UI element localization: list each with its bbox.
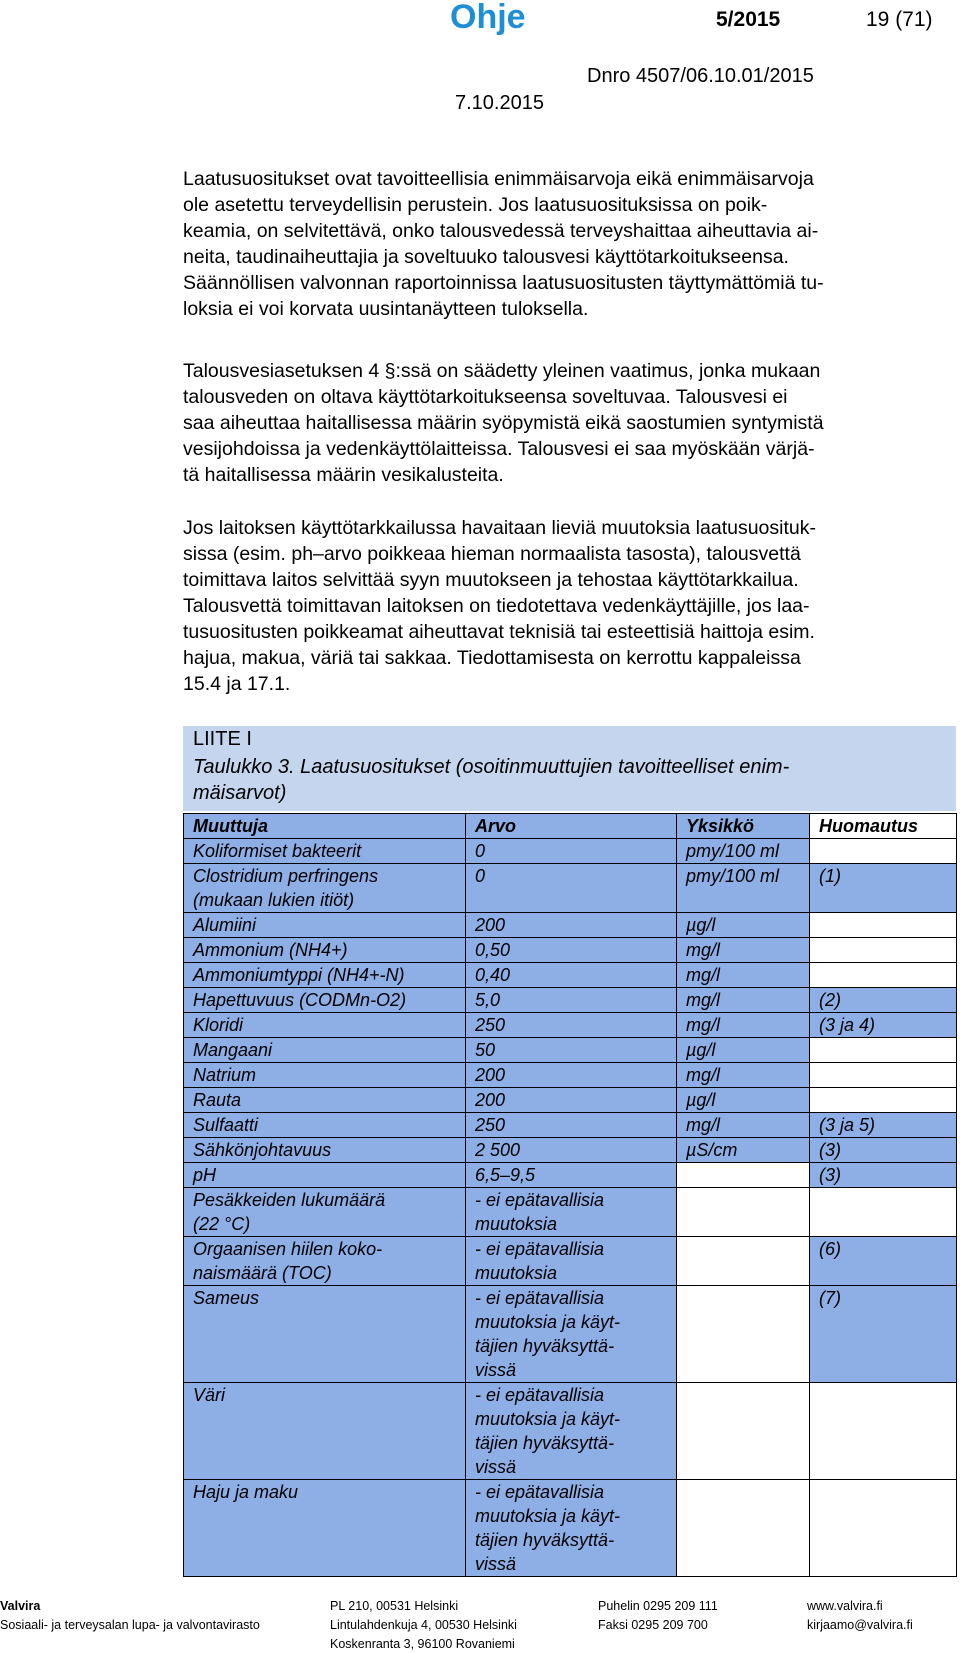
cell-unit: [677, 1038, 810, 1063]
cell-text: (1): [819, 866, 841, 886]
cell-text: - ei epätavallisia: [475, 1482, 605, 1502]
cell-text: Alumiini: [193, 915, 257, 935]
paragraph-line: vesijohdoissa ja vedenkäyttölaitteissa. Talousvesi ei saa myöskään värjä-: [183, 438, 815, 460]
cell-remark: [810, 839, 957, 864]
cell-variable: [184, 1113, 466, 1138]
cell-text: (mukaan lukien itiöt): [193, 890, 355, 910]
cell-text: vissä: [475, 1457, 517, 1477]
cell-remark: [810, 1163, 957, 1188]
cell-value: [466, 1163, 677, 1188]
table-row: [184, 1138, 957, 1163]
cell-text: 0,50: [475, 940, 511, 960]
cell-value: [466, 1038, 677, 1063]
cell-variable: [184, 1013, 466, 1038]
cell-text: Orgaanisen hiilen koko-: [193, 1239, 383, 1259]
cell-variable: [184, 938, 466, 963]
cell-text: mg/l: [686, 1015, 721, 1035]
cell-text: - ei epätavallisia: [475, 1385, 605, 1405]
cell-value: [466, 963, 677, 988]
cell-text: 0: [475, 841, 486, 861]
cell-text: Väri: [193, 1385, 226, 1405]
table-row: [184, 988, 957, 1013]
cell-value: [466, 1013, 677, 1038]
paragraph-line: neita, taudinaiheuttajia ja soveltuuko talousvesi käyttötarkoitukseensa.: [183, 246, 789, 268]
cell-text: mg/l: [686, 940, 721, 960]
cell-value: [466, 1063, 677, 1088]
cell-unit: [677, 988, 810, 1013]
cell-text: µg/l: [686, 915, 716, 935]
cell-unit: [677, 1113, 810, 1138]
cell-variable: [184, 1038, 466, 1063]
table-row: [184, 913, 957, 938]
cell-value: [466, 1088, 677, 1113]
cell-value: [466, 1383, 677, 1480]
cell-text: 0,40: [475, 965, 511, 985]
paragraph-line: tä haitallisessa määrin vesikalusteita.: [183, 464, 504, 486]
paragraph-line: talousveden on oltava käyttötarkoitukseensa soveltuvaa. Talousvesi ei: [183, 386, 788, 408]
cell-remark: [810, 1013, 957, 1038]
cell-remark: [810, 1383, 957, 1480]
cell-text: mg/l: [686, 965, 721, 985]
cell-text: muutoksia ja käyt-: [475, 1409, 621, 1429]
cell-remark: [810, 1138, 957, 1163]
cell-text: µS/cm: [686, 1140, 738, 1160]
document-date: 7.10.2015: [455, 92, 544, 114]
caption-line: Taulukko 3. Laatusuositukset (osoitinmuuttujien tavoitteelliset enim-: [193, 756, 790, 778]
cell-text: mg/l: [686, 1065, 721, 1085]
paragraph-line: Talousvettä toimittavan laitoksen on tiedotettava vedenkäyttäjille, jos laa-: [183, 595, 810, 617]
footer-address-line: PL 210, 00531 Helsinki: [330, 1599, 459, 1613]
cell-text: 200: [475, 915, 506, 935]
cell-unit: [677, 1188, 810, 1237]
cell-remark: [810, 1286, 957, 1383]
footer-web-contact: [807, 1597, 913, 1635]
cell-text: vissä: [475, 1360, 517, 1380]
cell-text: Natrium: [193, 1065, 257, 1085]
cell-text: (7): [819, 1288, 841, 1308]
table-row: [184, 1480, 957, 1577]
cell-unit: [677, 1383, 810, 1480]
cell-remark: [810, 988, 957, 1013]
cell-value: [466, 1480, 677, 1577]
cell-value: [466, 938, 677, 963]
cell-text: täjien hyväksyttä-: [475, 1530, 615, 1550]
cell-text: muutoksia: [475, 1214, 558, 1234]
cell-remark: [810, 1113, 957, 1138]
cell-unit: [677, 938, 810, 963]
cell-value: [466, 1138, 677, 1163]
footer-fax: Faksi 0295 209 700: [598, 1618, 708, 1632]
cell-unit: [677, 1088, 810, 1113]
cell-variable: [184, 1286, 466, 1383]
cell-text: Sameus: [193, 1288, 260, 1308]
cell-value: [466, 1188, 677, 1237]
paragraph-line: loksia ei voi korvata uusintanäytteen tuloksella.: [183, 298, 589, 320]
cell-unit: [677, 864, 810, 913]
table-header-row: [184, 814, 957, 839]
paragraph-line: Talousvesiasetuksen 4 §:ssä on säädetty yleinen vaatimus, jonka mukaan: [183, 360, 821, 382]
paragraph-line: Jos laitoksen käyttötarkkailussa havaitaan lieviä muutoksia laatusuosituk-: [183, 517, 816, 539]
cell-remark: [810, 864, 957, 913]
cell-remark: [810, 1237, 957, 1286]
paragraph-line: 15.4 ja 17.1.: [183, 673, 291, 695]
table-row: [184, 864, 957, 913]
footer-email-link[interactable]: kirjaamo@valvira.fi: [807, 1618, 913, 1632]
footer-website-link[interactable]: www.valvira.fi: [807, 1599, 883, 1613]
table-row: [184, 1013, 957, 1038]
cell-text: (3): [819, 1140, 841, 1160]
cell-text: Koliformiset bakteerit: [193, 841, 362, 861]
footer-phone-fax: [598, 1597, 718, 1635]
cell-text: µg/l: [686, 1090, 716, 1110]
footer-phone: Puhelin 0295 209 111: [598, 1599, 718, 1613]
cell-text: täjien hyväksyttä-: [475, 1433, 615, 1453]
paragraph-line: toimittava laitos selvittää syyn muutokseen ja tehostaa käyttötarkkailua.: [183, 569, 799, 591]
column-header-unit: Yksikkö: [677, 814, 810, 839]
cell-text: (3 ja 5): [819, 1115, 876, 1135]
cell-value: [466, 839, 677, 864]
cell-text: (22 °C): [193, 1214, 251, 1234]
cell-text: µg/l: [686, 1040, 716, 1060]
cell-text: mg/l: [686, 990, 721, 1010]
cell-text: Clostridium perfringens: [193, 866, 379, 886]
paragraph-line: Laatusuositukset ovat tavoitteellisia enimmäisarvoja eikä enimmäisarvoja: [183, 168, 814, 190]
paragraph-line: Säännöllisen valvonnan raportoinnissa laatusuositusten täyttymättömiä tu-: [183, 272, 824, 294]
table-row: [184, 1237, 957, 1286]
cell-value: [466, 1286, 677, 1383]
cell-unit: [677, 1286, 810, 1383]
cell-text: Haju ja maku: [193, 1482, 299, 1502]
cell-text: - ei epätavallisia: [475, 1239, 605, 1259]
cell-text: (3): [819, 1165, 841, 1185]
footer-org-name: Valvira: [0, 1599, 41, 1613]
issue-number: 5/2015: [716, 8, 781, 31]
cell-remark: [810, 1063, 957, 1088]
cell-remark: [810, 913, 957, 938]
cell-remark: [810, 1038, 957, 1063]
cell-value: [466, 1113, 677, 1138]
table-row: [184, 963, 957, 988]
paragraph-1: [183, 166, 943, 322]
cell-variable: [184, 864, 466, 913]
cell-text: 50: [475, 1040, 496, 1060]
table-row: [184, 1188, 957, 1237]
cell-variable: [184, 1188, 466, 1237]
cell-text: 6,5–9,5: [475, 1165, 536, 1185]
cell-variable: [184, 1088, 466, 1113]
cell-remark: [810, 1088, 957, 1113]
table-row: [184, 1063, 957, 1088]
paragraph-2: [183, 358, 943, 488]
cell-text: 250: [475, 1015, 506, 1035]
cell-unit: [677, 963, 810, 988]
cell-variable: [184, 963, 466, 988]
paragraph-line: keamia, on selvitettävä, onko talousvedessä terveyshaittaa aiheuttavia ai-: [183, 220, 819, 242]
cell-text: Sulfaatti: [193, 1115, 259, 1135]
cell-remark: [810, 1480, 957, 1577]
cell-unit: [677, 1480, 810, 1577]
cell-text: naismäärä (TOC): [193, 1263, 332, 1283]
record-number: Dnro 4507/06.10.01/2015: [587, 65, 814, 87]
cell-unit: [677, 1237, 810, 1286]
cell-unit: [677, 913, 810, 938]
table-row: [184, 1286, 957, 1383]
cell-variable: [184, 1163, 466, 1188]
cell-unit: [677, 1063, 810, 1088]
cell-text: Kloridi: [193, 1015, 244, 1035]
table-row: [184, 1038, 957, 1063]
cell-text: Rauta: [193, 1090, 242, 1110]
table-row: [184, 1383, 957, 1480]
cell-variable: [184, 1237, 466, 1286]
document-type-title: Ohje: [450, 0, 526, 36]
cell-unit: [677, 1163, 810, 1188]
footer-organization: [0, 1597, 260, 1635]
page-number: 19 (71): [866, 8, 933, 31]
cell-text: 200: [475, 1090, 506, 1110]
cell-variable: [184, 1063, 466, 1088]
cell-unit: [677, 1013, 810, 1038]
cell-text: 250: [475, 1115, 506, 1135]
cell-value: [466, 988, 677, 1013]
quality-recommendations-table: [183, 813, 957, 1577]
table-row: [184, 1113, 957, 1138]
cell-text: (6): [819, 1239, 841, 1259]
cell-text: muutoksia ja käyt-: [475, 1506, 621, 1526]
cell-unit: [677, 1138, 810, 1163]
paragraph-line: sissa (esim. ph–arvo poikkeaa hieman normaalista tasosta), talousvettä: [183, 543, 801, 565]
paragraph-line: ole asetettu terveydellisin perustein. Jos laatusuosituksissa on poik-: [183, 194, 768, 216]
cell-text: Ammonium (NH4+): [193, 940, 348, 960]
cell-variable: [184, 988, 466, 1013]
cell-remark: [810, 938, 957, 963]
paragraph-line: saa aiheuttaa haitallisessa määrin syöpymistä eikä saostumien syntymistä: [183, 412, 824, 434]
column-header-remark: Huomautus: [810, 814, 957, 839]
footer-address-line: Koskenranta 3, 96100 Rovaniemi: [330, 1637, 515, 1651]
cell-text: vissä: [475, 1554, 517, 1574]
cell-variable: [184, 1138, 466, 1163]
cell-text: pH: [193, 1165, 217, 1185]
cell-text: muutoksia ja käyt-: [475, 1312, 621, 1332]
cell-remark: [810, 963, 957, 988]
cell-text: 0: [475, 866, 486, 886]
paragraph-line: hajua, makua, väriä tai sakkaa. Tiedottamisesta on kerrottu kappaleissa: [183, 647, 801, 669]
cell-text: Mangaani: [193, 1040, 273, 1060]
cell-text: täjien hyväksyttä-: [475, 1336, 615, 1356]
cell-value: [466, 1237, 677, 1286]
cell-variable: [184, 913, 466, 938]
paragraph-3: [183, 515, 943, 697]
cell-text: mg/l: [686, 1115, 721, 1135]
cell-text: 200: [475, 1065, 506, 1085]
table-row: [184, 1163, 957, 1188]
footer-org-full-name: Sosiaali- ja terveysalan lupa- ja valvontavirasto: [0, 1618, 260, 1632]
cell-text: 2 500: [475, 1140, 521, 1160]
cell-text: Sähkönjohtavuus: [193, 1140, 332, 1160]
column-header-value: Arvo: [466, 814, 677, 839]
cell-text: Pesäkkeiden lukumäärä: [193, 1190, 386, 1210]
cell-text: Hapettuvuus (CODMn-O2): [193, 990, 407, 1010]
caption-line: mäisarvot): [193, 782, 287, 804]
cell-text: (3 ja 4): [819, 1015, 876, 1035]
cell-variable: [184, 1383, 466, 1480]
column-header-variable: Muuttuja: [184, 814, 466, 839]
cell-text: (2): [819, 990, 841, 1010]
table-caption: [193, 754, 933, 806]
table-row: [184, 1088, 957, 1113]
cell-variable: [184, 839, 466, 864]
paragraph-line: tusuositusten poikkeamat aiheuttavat teknisiä tai esteettisiä haittoja esim.: [183, 621, 815, 643]
cell-text: pmy/100 ml: [686, 841, 780, 861]
cell-remark: [810, 1188, 957, 1237]
cell-value: [466, 864, 677, 913]
table-row: [184, 839, 957, 864]
appendix-label: LIITE I: [193, 728, 252, 750]
cell-text: Ammoniumtyppi (NH4+-N): [193, 965, 405, 985]
cell-variable: [184, 1480, 466, 1577]
cell-text: pmy/100 ml: [686, 866, 780, 886]
cell-text: muutoksia: [475, 1263, 558, 1283]
footer-address-line: Lintulahdenkuja 4, 00530 Helsinki: [330, 1618, 517, 1632]
cell-value: [466, 913, 677, 938]
table-row: [184, 938, 957, 963]
cell-unit: [677, 839, 810, 864]
footer-addresses: [330, 1597, 517, 1653]
cell-text: 5,0: [475, 990, 501, 1010]
cell-text: - ei epätavallisia: [475, 1288, 605, 1308]
cell-text: - ei epätavallisia: [475, 1190, 605, 1210]
